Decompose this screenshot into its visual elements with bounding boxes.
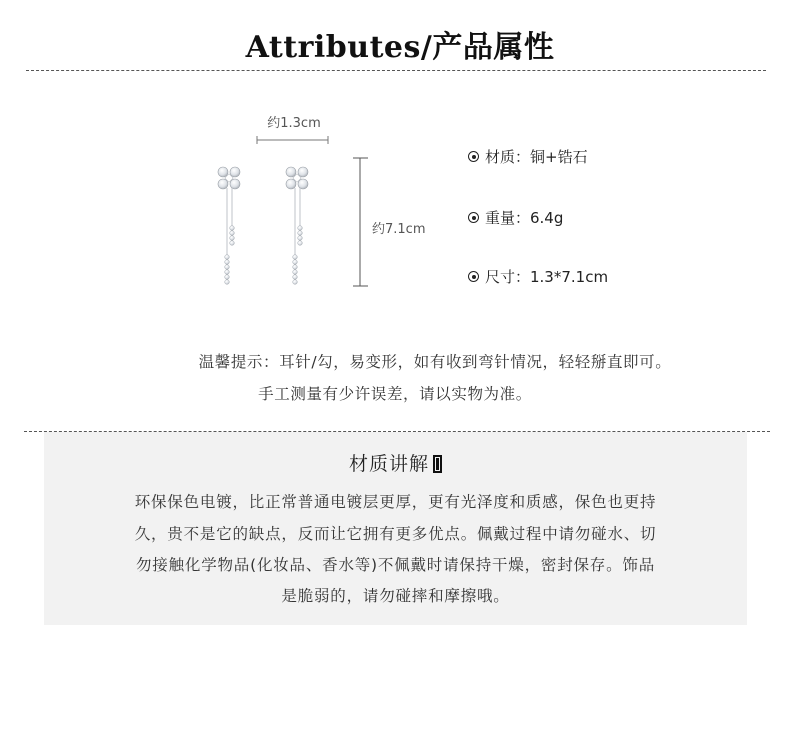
width-dimension-line [257,136,328,144]
divider-top [26,70,766,71]
material-panel-line-2: 久，贵不是它的缺点，反而让它拥有更多优点。佩戴过程中请勿碰水、切 [134,525,657,543]
material-panel-line-4: 是脆弱的，请勿碰摔和摩擦哦。 [281,587,510,605]
circle-dot-icon [468,212,479,223]
height-dimension-line [353,158,368,286]
earring-left [218,167,240,284]
attribute-material-text: 材质：铜+锆石 [485,148,588,166]
attribute-weight-text: 重量：6.4g [485,209,564,227]
width-dimension-label: 约1.3cm [267,116,321,131]
circle-dot-icon [468,271,479,282]
earring-image [200,125,390,300]
circle-dot-icon [468,151,479,162]
material-panel-line-1: 环保保色电镀，比正常普通电镀层更厚，更有光泽度和质感，保色也更持 [134,493,657,511]
attribute-weight [468,207,563,228]
attribute-size [468,266,608,287]
material-panel-line-3: 勿接触化学物品(化妆品、香水等)不佩戴时请保持干燥，密封保存。饰品 [136,556,655,574]
attribute-material [468,146,588,167]
material-panel [44,432,747,625]
height-dimension-label: 约7.1cm [372,222,426,237]
tip-line-2: 手工测量有少许误差，请以实物为准。 [258,385,532,403]
material-panel-title: 材质讲解 [44,449,747,476]
page-title: Attributes/产品属性 [245,30,555,65]
tip-line-1: 温馨提示：耳针/勾，易变形，如有收到弯针情况，轻轻掰直即可。 [198,353,672,371]
cursor-box-icon [433,455,442,473]
attribute-size-text: 尺寸：1.3*7.1cm [485,268,609,286]
earring-right [286,167,308,284]
